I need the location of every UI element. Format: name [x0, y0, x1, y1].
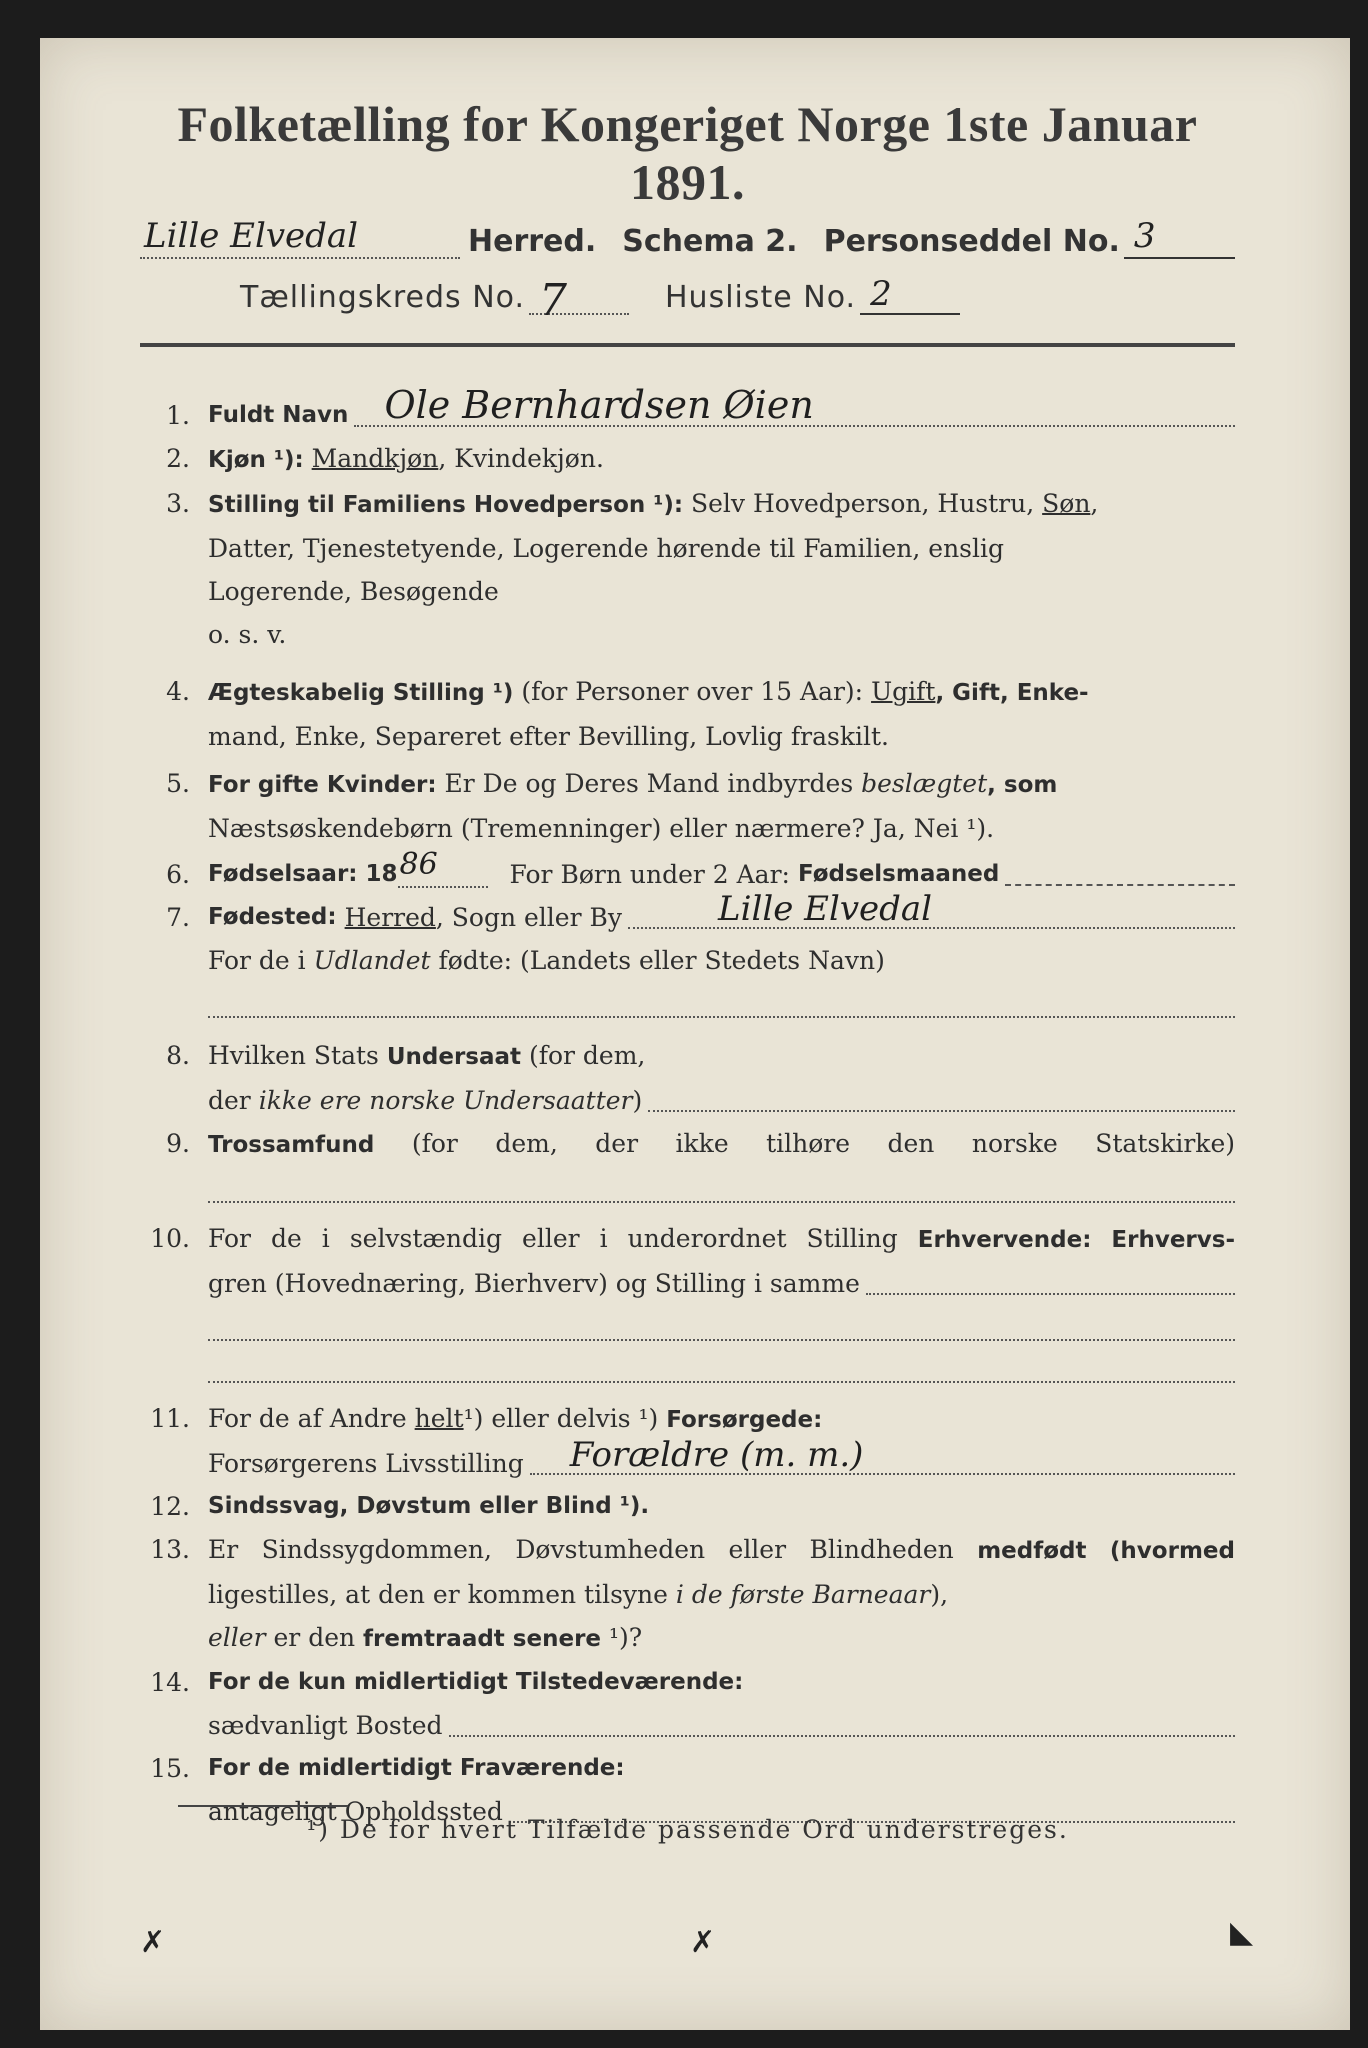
husliste-value: 2: [870, 274, 892, 314]
question-3: [140, 482, 1235, 656]
question-4-options: , Gift, Enke-: [935, 680, 1089, 706]
question-4: [140, 670, 1235, 758]
birth-year-field: [398, 847, 488, 888]
question-7-text: fødte: [438, 946, 504, 975]
question-7-text: For de i: [208, 946, 306, 975]
question-number: 8.: [166, 1041, 190, 1070]
question-number: 6.: [166, 860, 190, 889]
provider-row: [208, 1435, 1235, 1485]
provider-value: Forældre (m. m.): [569, 1435, 864, 1475]
question-number: 10.: [150, 1224, 190, 1253]
question-8-label: Undersaat: [386, 1044, 522, 1070]
question-10-label: Erhvervende:: [917, 1227, 1092, 1253]
question-9: [140, 1122, 1235, 1167]
question-14-line-2: sædvanligt Bosted: [208, 1711, 443, 1740]
question-number: 12.: [150, 1492, 190, 1521]
name-value: Ole Bernhardsen Øien: [384, 383, 814, 427]
question-13-text: Er Sindssygdommen, Døvstumheden eller Blindheden: [208, 1535, 954, 1564]
question-1: [140, 383, 1235, 437]
question-7-text: : (Landets eller Stedets Navn): [503, 946, 885, 975]
kreds-row: [140, 273, 1235, 326]
question-13-italic: eller: [208, 1623, 266, 1652]
question-8: [140, 1034, 1235, 1122]
question-5-line-2: Næstsøskendebørn (Tremenninger) eller nærmere? Ja, Nei ¹).: [208, 814, 995, 843]
question-number: 4.: [166, 677, 190, 706]
occupation-field: [866, 1292, 1235, 1295]
question-9-label: Trossamfund: [208, 1132, 375, 1158]
occupation-field-3: [208, 1347, 1235, 1383]
question-5-italic: beslægtet: [861, 769, 988, 798]
question-15-label: For de midlertidigt Fraværende:: [208, 1755, 625, 1781]
question-8-text: Hvilken Stats: [208, 1041, 379, 1070]
birthplace-value: Lille Elvedal: [718, 889, 933, 929]
question-12: [140, 1485, 1235, 1528]
question-11-text: ¹) eller delvis ¹): [463, 1404, 659, 1433]
birth-month-field: [1005, 883, 1235, 886]
question-10-line-2: gren (Hovednæring, Bierhverv) og Stilling i samme: [208, 1269, 860, 1298]
question-12-label: Sindssvag, Døvstum eller Blind ¹).: [208, 1493, 650, 1519]
question-11-line-2: Forsørgerens Livsstilling: [208, 1449, 524, 1478]
selected-option: Herred: [344, 903, 436, 932]
question-11: [140, 1397, 1235, 1485]
question-13-text: er den: [273, 1623, 356, 1652]
question-7-label: Fødested:: [208, 904, 337, 930]
census-form: [140, 95, 1235, 1833]
residence-row: [208, 1704, 1235, 1747]
question-10: [140, 1217, 1235, 1305]
form-title: Folketælling for Kongeriget Norge 1ste Januar 1891.: [177, 96, 1198, 210]
question-10-label: Erhvervs-: [1111, 1227, 1235, 1253]
husliste-field: [860, 273, 960, 315]
question-2-label: Kjøn ¹):: [208, 447, 304, 473]
herred-label: Herred.: [468, 224, 597, 259]
occupation-field-2: [208, 1305, 1235, 1341]
question-number: 13.: [150, 1535, 190, 1564]
question-7: [140, 889, 1235, 982]
husliste-label: Husliste No.: [665, 280, 857, 315]
question-7-options: , Sogn eller By: [435, 903, 622, 932]
birthplace-row: [208, 889, 1235, 939]
questions: [140, 383, 1235, 1833]
occupation-row: [208, 1262, 1235, 1305]
question-15-line-2: antageligt Opholdssted: [208, 1797, 503, 1826]
question-3-label: Stilling til Familiens Hovedperson ¹):: [208, 492, 684, 518]
name-field: [354, 383, 1235, 427]
footnote: ¹) De for hvert Tilfælde passende Ord understreges.: [306, 1815, 1069, 1844]
question-7-line-2: [208, 939, 1235, 982]
citizenship-field: [648, 1109, 1235, 1112]
selected-option: Søn: [1042, 489, 1091, 518]
question-6: [140, 847, 1235, 896]
question-3-options: Selv Hovedperson, Hustru,: [691, 489, 1035, 518]
question-13-italic: i de første Barneaar: [675, 1580, 931, 1609]
question-13-text: ¹)?: [608, 1623, 643, 1652]
birthplace-field: [628, 889, 1235, 929]
provider-field: [530, 1435, 1235, 1475]
selected-option: Mandkjøn: [311, 444, 439, 473]
question-14: [140, 1661, 1235, 1747]
personseddel-value: 3: [1133, 216, 1156, 256]
question-5-text: Er De og Deres Mand indbyrdes: [444, 769, 854, 798]
question-number: 11.: [150, 1404, 190, 1433]
religion-field: [208, 1167, 1235, 1203]
question-7-italic: Udlandet: [313, 946, 431, 975]
question-6-label: Fødselsaar: 18: [208, 861, 398, 887]
corner-mark-left: ✗: [140, 1925, 166, 1960]
header-rule: [140, 343, 1235, 347]
question-number: 3.: [166, 489, 190, 518]
residence-field: [449, 1734, 1235, 1737]
kreds-label: Tællingskreds No.: [240, 280, 525, 315]
question-13-label: medfødt: [977, 1538, 1087, 1564]
personseddel-field: [1124, 217, 1235, 259]
question-4-label: Ægteskabelig Stilling ¹): [208, 680, 514, 706]
question-8-text: ): [632, 1086, 643, 1115]
question-number: 5.: [166, 769, 190, 798]
corner-mark-right: ◣: [1230, 1915, 1254, 1950]
herred-field: [140, 217, 460, 259]
kreds-value: 7: [539, 275, 567, 326]
selected-option: Ugift: [871, 677, 936, 706]
question-6-label-2: Fødselsmaaned: [797, 861, 1000, 887]
punctuation: ,: [1090, 489, 1099, 518]
question-11-label: Forsørgede:: [666, 1407, 823, 1433]
question-number: 7.: [166, 903, 190, 932]
question-8-text: (for dem,: [528, 1041, 646, 1070]
question-3-line-3: Logerende, Besøgende: [208, 577, 499, 606]
citizenship-row: [208, 1079, 1235, 1122]
question-2-options: , Kvindekjøn.: [438, 444, 604, 473]
question-number: 2.: [166, 444, 190, 473]
question-5-label: For gifte Kvinder:: [208, 772, 437, 798]
herred-value: Lille Elvedal: [144, 216, 359, 256]
question-number: 15.: [150, 1754, 190, 1783]
herred-row: [140, 217, 1235, 259]
question-10-text: For de i selvstændig eller i underordnet Stilling: [208, 1224, 898, 1253]
footnote-rule: [178, 1805, 348, 1807]
question-4-qualifier: (for Personer over 15 Aar):: [521, 677, 864, 706]
question-9-text: (for dem, der ikke tilhøre den norske Statskirke): [411, 1129, 1235, 1158]
selected-option: helt: [414, 1404, 464, 1433]
schema-label: Schema 2.: [622, 224, 798, 259]
question-5-end: , som: [987, 772, 1058, 798]
foreign-birthplace-field: [208, 982, 1235, 1018]
question-5: [140, 762, 1235, 850]
question-number: 1.: [166, 401, 190, 430]
question-11-text: For de af Andre: [208, 1404, 407, 1433]
kreds-field: [529, 273, 629, 326]
question-8-italic: ikke ere norske Undersaatter: [258, 1086, 633, 1115]
question-14-label: For de kun midlertidigt Tilstedeværende:: [208, 1669, 744, 1695]
birth-year-value: 86: [399, 847, 438, 882]
personseddel-label: Personseddel No.: [823, 224, 1120, 259]
question-13-label: fremtraadt senere: [363, 1626, 602, 1652]
question-13-text: (hvormed: [1109, 1538, 1235, 1564]
question-13: [140, 1528, 1235, 1661]
question-number: 14.: [150, 1668, 190, 1697]
question-number: 9.: [166, 1129, 190, 1158]
question-13-text: ligestilles, at den er kommen tilsyne: [208, 1580, 668, 1609]
question-2: [140, 437, 1235, 482]
question-13-text: ),: [930, 1580, 949, 1609]
question-8-text: der: [208, 1086, 251, 1115]
question-6-middle: For Børn under 2 Aar:: [509, 860, 790, 889]
question-4-line-2: mand, Enke, Separeret efter Bevilling, Lovlig fraskilt.: [208, 722, 889, 751]
question-1-label: Fuldt Navn: [208, 402, 349, 428]
corner-mark-center: ✗: [690, 1925, 716, 1960]
question-3-line-4: o. s. v.: [208, 620, 287, 649]
question-3-line-2: Datter, Tjenestetyende, Logerende hørende til Familien, enslig: [208, 534, 1005, 563]
